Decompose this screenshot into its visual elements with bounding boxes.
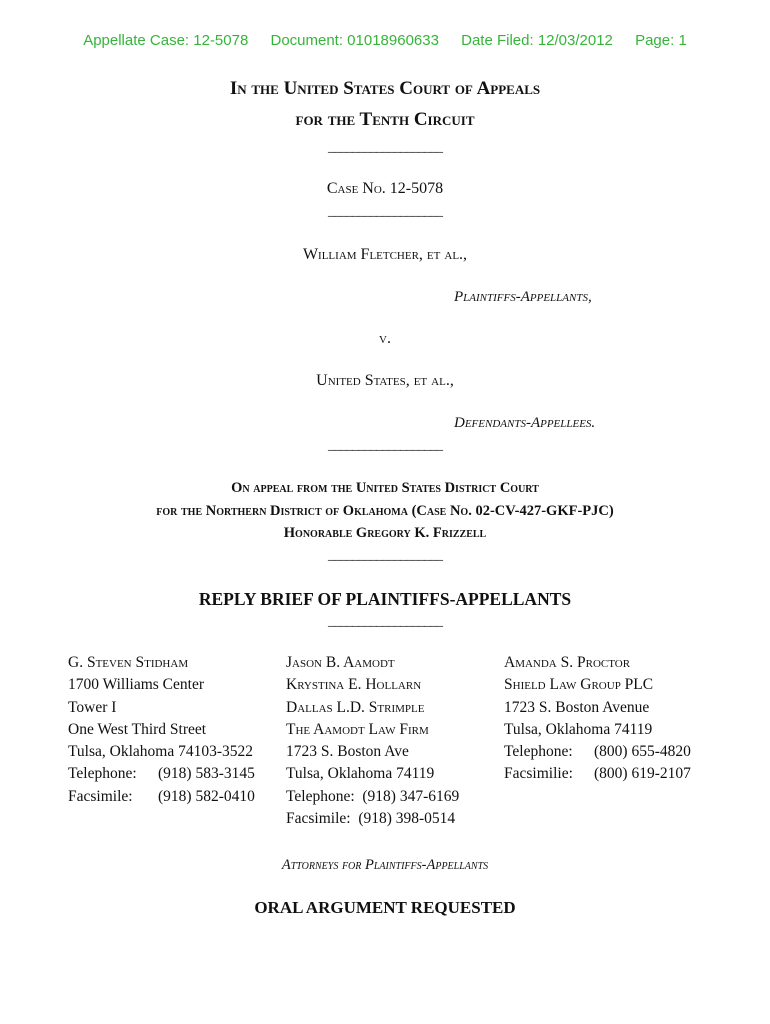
divider-rule: ___________________ — [328, 140, 442, 155]
versus: v. — [379, 330, 391, 347]
attorney-name: G. Steven Stidham — [68, 654, 189, 671]
address-line: One West Third Street — [68, 720, 207, 738]
address-line: 1700 Williams Center — [68, 676, 204, 694]
oral-argument-requested: ORAL ARGUMENT REQUESTED — [254, 898, 516, 917]
facsimile-number: (918) 582-0410 — [158, 787, 255, 805]
defendants-name: United States, et al., — [316, 372, 454, 389]
facsimile-number: (800) 619-2107 — [594, 765, 691, 783]
facsimile-line: Facsimile: (918) 398-0514 — [286, 810, 456, 828]
header-page: Page: 1 — [635, 32, 687, 49]
telephone-line: Telephone: (918) 347-6169 — [286, 787, 460, 805]
facsimile-label: Facsimile: — [68, 787, 133, 805]
telephone-number: (800) 655-4820 — [594, 743, 691, 761]
header-document: Document: 01018960633 — [270, 32, 439, 49]
appeal-line3: Honorable Gregory K. Frizzell — [283, 525, 487, 541]
case-number: Case No. 12-5078 — [326, 180, 444, 197]
telephone-line — [68, 763, 255, 785]
court-name-line1: In the United States Court of Appeals — [229, 78, 541, 99]
attorney-block-aamodt — [286, 652, 459, 830]
address-line: Tulsa, Oklahoma 74119 — [504, 720, 653, 738]
telephone-label: Telephone: — [68, 765, 137, 783]
attorney-name: Amanda S. Proctor — [504, 654, 631, 671]
attorney-block-stidham — [68, 652, 255, 808]
filing-header — [0, 32, 770, 49]
divider-rule: ___________________ — [328, 614, 442, 629]
facsimile-line — [504, 763, 691, 785]
address-line: Tulsa, Oklahoma 74119 — [286, 765, 435, 783]
address-line: 1723 S. Boston Avenue — [504, 698, 650, 716]
header-date-filed: Date Filed: 12/03/2012 — [461, 32, 613, 49]
telephone-label: Telephone: — [504, 743, 573, 761]
firm-name: The Aamodt Law Firm — [286, 720, 429, 738]
address-line: 1723 S. Boston Ave — [286, 743, 409, 761]
address-line: Tulsa, Oklahoma 74103-3522 — [68, 743, 253, 761]
address-line: Tower I — [68, 698, 117, 716]
appeal-line1: On appeal from the United States District Court — [231, 480, 539, 496]
attorney-name: Jason B. Aamodt — [286, 654, 395, 671]
plaintiffs-name: William Fletcher, et al., — [302, 246, 468, 263]
attorney-block-proctor — [504, 652, 691, 786]
defendants-role: Defendants-Appellees. — [454, 415, 596, 431]
firm-name: Shield Law Group PLC — [504, 676, 654, 694]
attorney-name: Dallas L.D. Strimple — [286, 698, 425, 716]
divider-rule: ___________________ — [328, 204, 442, 219]
telephone-number: (918) 583-3145 — [158, 765, 255, 783]
plaintiffs-role: Plaintiffs-Appellants, — [454, 289, 592, 305]
appeal-line2: for the Northern District of Oklahoma (Case No. 02-CV-427-GKF-PJC) — [156, 503, 614, 519]
facsimile-line — [68, 786, 255, 808]
telephone-line — [504, 741, 691, 763]
brief-title: REPLY BRIEF OF PLAINTIFFS-APPELLANTS — [198, 589, 572, 609]
attorneys-for: Attorneys for Plaintiffs-Appellants — [281, 857, 489, 873]
header-case: Appellate Case: 12-5078 — [83, 32, 249, 49]
attorney-name: Krystina E. Hollarn — [286, 676, 422, 694]
divider-rule: ___________________ — [328, 548, 442, 563]
divider-rule: ___________________ — [328, 438, 442, 453]
court-name-line2: for the Tenth Circuit — [295, 109, 475, 130]
facsimile-label: Facsimilie: — [504, 765, 573, 783]
